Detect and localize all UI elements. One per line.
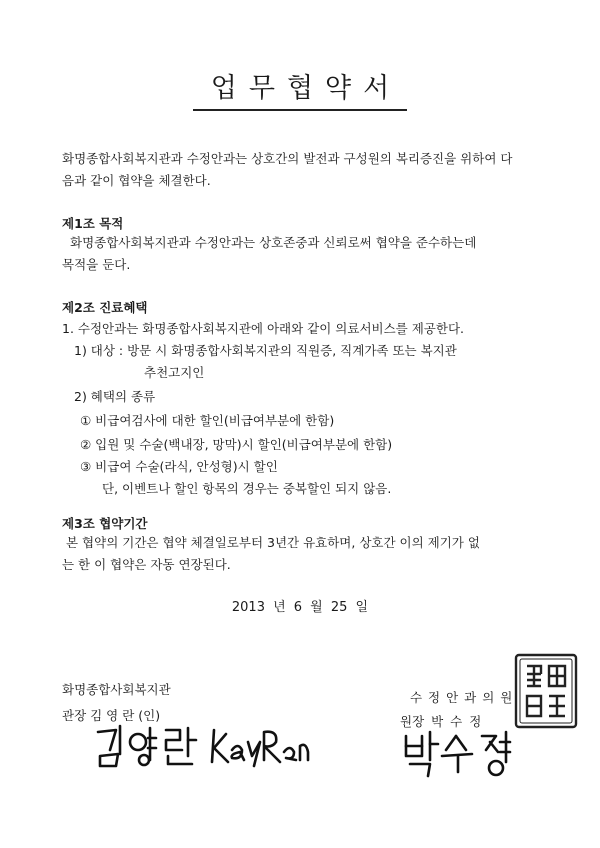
article-2-sub-2: 2) 혜택의 종류 xyxy=(74,389,156,404)
document-title-text: 업무협약서 xyxy=(193,66,407,111)
article-1-line-1: 화명종합사회복지관과 수정안과는 상호존중과 신뢰로써 협약을 준수하는데 xyxy=(70,235,477,250)
benefit-note: 단, 이벤트나 할인 항목의 경우는 중복할인 되지 않음. xyxy=(102,481,392,496)
official-seal-stamp xyxy=(513,652,579,730)
article-3-line-1: 본 협약의 기간은 협약 체결일로부터 3년간 유효하며, 상호간 이의 제기가 없 xyxy=(66,535,480,550)
article-2-item-1: 1. 수정안과는 화명종합사회복지관에 아래와 같이 의료서비스를 제공한다. xyxy=(62,321,464,336)
intro-line-1: 화명종합사회복지관과 수정안과는 상호간의 발전과 구성원의 복리증진을 위하여 다 xyxy=(62,151,513,166)
article-1-line-2: 목적을 둔다. xyxy=(62,257,131,272)
benefit-item-3: ③ 비급여 수술(라식, 안성형)시 할인 xyxy=(80,459,278,474)
article-2-heading: 제2조 진료혜택 xyxy=(62,300,148,315)
article-3-heading: 제3조 협약기간 xyxy=(62,516,148,531)
benefit-item-1: ① 비급여검사에 대한 할인(비급여부분에 한함) xyxy=(80,413,335,428)
left-signatory-org: 화명종합사회복지관 xyxy=(62,682,171,697)
right-handwritten-signature xyxy=(396,726,536,782)
article-3-line-2: 는 한 이 협약은 자동 연장된다. xyxy=(62,557,231,572)
left-signatory-name: 관장 김 영 란 (인) xyxy=(62,708,161,723)
right-signatory-org: 수 정 안 과 의 원 xyxy=(410,690,514,705)
article-1-heading: 제1조 목적 xyxy=(62,216,124,231)
article-2-sub-1-line-2: 추천고지인 xyxy=(144,365,205,380)
agreement-date: 2013 년 6 월 25 일 xyxy=(231,600,369,615)
left-handwritten-signature xyxy=(92,720,312,770)
document-title xyxy=(0,66,600,111)
article-2-sub-1-line-1: 1) 대상 : 방문 시 화명종합사회복지관의 직원증, 직계가족 또는 복지관 xyxy=(74,343,457,358)
right-signatory-name: 원장 박 수 정 xyxy=(400,714,482,729)
intro-line-2: 음과 같이 협약을 체결한다. xyxy=(62,173,211,188)
benefit-item-2: ② 입원 및 수술(백내장, 망막)시 할인(비급여부분에 한함) xyxy=(80,437,393,452)
